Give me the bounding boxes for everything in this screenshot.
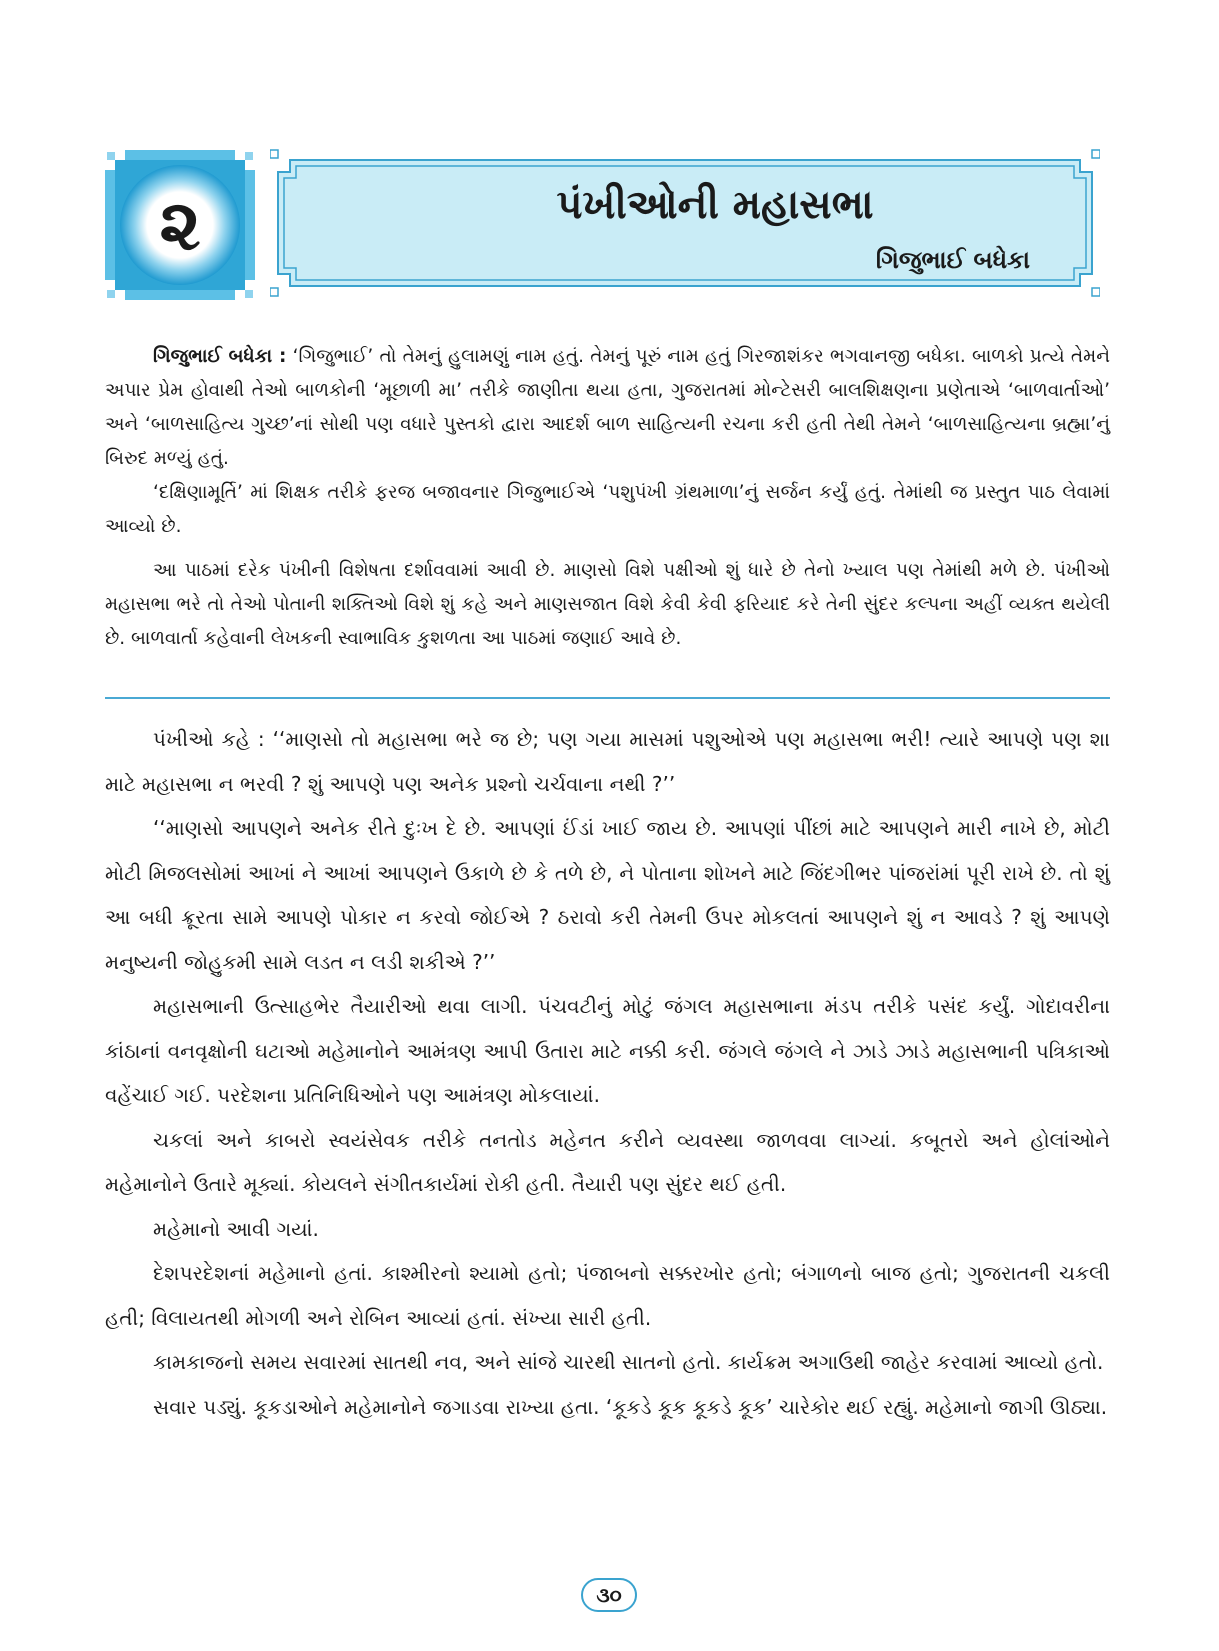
body-paragraph: દેશપરદેશનાં મહેમાનો હતાં. કાશ્મીરનો શ્યામો હતો; પંજાબનો સક્કરખોર હતો; બંગાળનો બાજ હતો; ગુજરાતની ચકલી હતી; વિલાયતથી મોગળી અને રોબિન આવ્યાં હતાં. સંખ્યા સારી હતી.	[105, 1261, 1110, 1330]
body-paragraph: પંખીઓ કહે : ‘‘માણસો તો મહાસભા ભરે જ છે; પણ ગયા માસમાં પશુઓએ પણ મહાસભા ભરી! ત્યારે આપણે પણ શા માટે મહાસભા ન ભરવી ? શું આપણે પણ અનેક પ્રશ્નો ચર્ચવાના નથી ?’’	[105, 727, 1110, 796]
chapter-author: ગિજુભાઈ બધેકા	[875, 246, 1030, 274]
intro-paragraph: ‘દક્ષિણામૂર્તિ’ માં શિક્ષક તરીકે ફરજ બજાવનાર ગિજુભાઈએ ‘પશુપંખી ગ્રંથમાળા’નું સર્જન કર્યું હતું. તેમાંથી જ પ્રસ્તુત પાઠ લેવામાં આવ્યો છે.	[105, 482, 1110, 537]
intro-paragraph-text: ‘ગિજુભાઈ’ તો તેમનું હુલામણું નામ હતું. તેમનું પૂરું નામ હતું ગિરજાશંકર ભગવાનજી બધેકા. બાળકો પ્રત્યે તેમને અપાર પ્રેમ હોવાથી તેઓ બાળકોની ‘મૂછાળી મા’ તરીકે જાણીતા થયા હતા, ગુજરાતમાં મોન્ટેસરી બાલશિક્ષણના પ્રણેતાએ ‘બાળવાર્તાઓ’ અને ‘બાળસાહિત્ય ગુચ્છ’નાં સોથી પણ વધારે પુસ્તકો દ્વારા આદર્શ બાળ સાહિત્યની રચના કરી હતી તેથી તેમને ‘બાળસાહિત્યના બ્રહ્મા’નું બિરુદ મળ્યું હતું.	[105, 346, 1110, 469]
body-paragraph: સવાર પડ્યું. કૂકડાઓને મહેમાનોને જગાડવા રાખ્યા હતા. ‘કૂકડે કૂક કૂકડે કૂક’ ચારેકોર થઈ રહ્યું. મહેમાનો જાગી ઊઠ્યા.	[153, 1394, 1108, 1419]
body-paragraph: મહેમાનો આવી ગયાં.	[153, 1216, 319, 1241]
intro-author-label: ગિજુભાઈ બધેકા :	[153, 346, 287, 367]
body-paragraph: કામકાજનો સમય સવારમાં સાતથી નવ, અને સાંજે ચારથી સાતનો હતો. કાર્યક્રમ અગાઉથી જાહેર કરવામાં આવ્યો હતો.	[153, 1350, 1104, 1374]
intro-paragraph	[105, 340, 1110, 476]
section-divider	[105, 697, 1110, 699]
title-banner	[270, 148, 1100, 298]
chapter-number: ૨	[159, 183, 201, 266]
lesson-summary: આ પાઠમાં દરેક પંખીની વિશેષતા દર્શાવવામાં આવી છે. માણસો વિશે પક્ષીઓ શું ધારે છે તેનો ખ્યાલ પણ તેમાંથી મળે છે. પંખીઓ મહાસભા ભરે તો તેઓ પોતાની શક્તિઓ વિશે શું કહે અને માણસજાત વિશે કેવી કેવી ફરિયાદ કરે તેની સુંદર કલ્પના અહીં વ્યક્ત થયેલી છે. બાળવાર્તા કહેવાની લેખકની સ્વાભાવિક કુશળતા આ પાઠમાં જણાઈ આવે છે.	[105, 560, 1110, 649]
body-paragraph: ચકલાં અને કાબરો સ્વયંસેવક તરીકે તનતોડ મહેનત કરીને વ્યવસ્થા જાળવવા લાગ્યાં. કબૂતરો અને હોલાંઓને મહેમાનોને ઉતારે મૂક્યાં. કોયલને સંગીતકાર્યમાં રોકી હતી. તૈયારી પણ સુંદર થઈ હતી.	[105, 1127, 1110, 1196]
lesson-body	[105, 717, 1110, 1429]
body-paragraph: ‘‘માણસો આપણને અનેક રીતે દુઃખ દે છે. આપણાં ઈંડાં ખાઈ જાય છે. આપણાં પીંછાં માટે આપણને મારી નાખે છે, મોટી મોટી મિજલસોમાં આખાં ને આખાં આપણને ઉકાળે છે કે તળે છે, ને પોતાના શોખને માટે જિંદગીભર પાંજરાંમાં પૂરી રાખે છે. તો શું આ બધી ક્રૂરતા સામે આપણે પોકાર ન કરવો જોઈએ ? ઠરાવો કરી તેમની ઉપર મોકલતાં આપણને શું ન આવડે ? શું આપણે મનુષ્યની જોહુકમી સામે લડત ન લડી શકીએ ?’’	[105, 816, 1110, 974]
chapter-title: પંખીઓની મહાસભા	[556, 182, 874, 228]
page-number: ૩૦	[581, 1578, 637, 1612]
author-introduction	[105, 340, 1110, 656]
body-paragraph: મહાસભાની ઉત્સાહભેર તૈયારીઓ થવા લાગી. પંચવટીનું મોટું જંગલ મહાસભાના મંડપ તરીકે પસંદ કર્યું. ગોદાવરીના કાંઠાનાં વનવૃક્ષોની ઘટાઓ મહેમાનોને આમંત્રણ આપી ઉતારા માટે નક્કી કરી. જંગલે જંગલે ને ઝાડે ઝાડે મહાસભાની પત્રિકાઓ વહેંચાઈ ગઈ. પરદેશના પ્રતિનિધિઓને પણ આમંત્રણ મોકલાયાં.	[105, 994, 1110, 1107]
chapter-number-emblem	[105, 150, 255, 300]
